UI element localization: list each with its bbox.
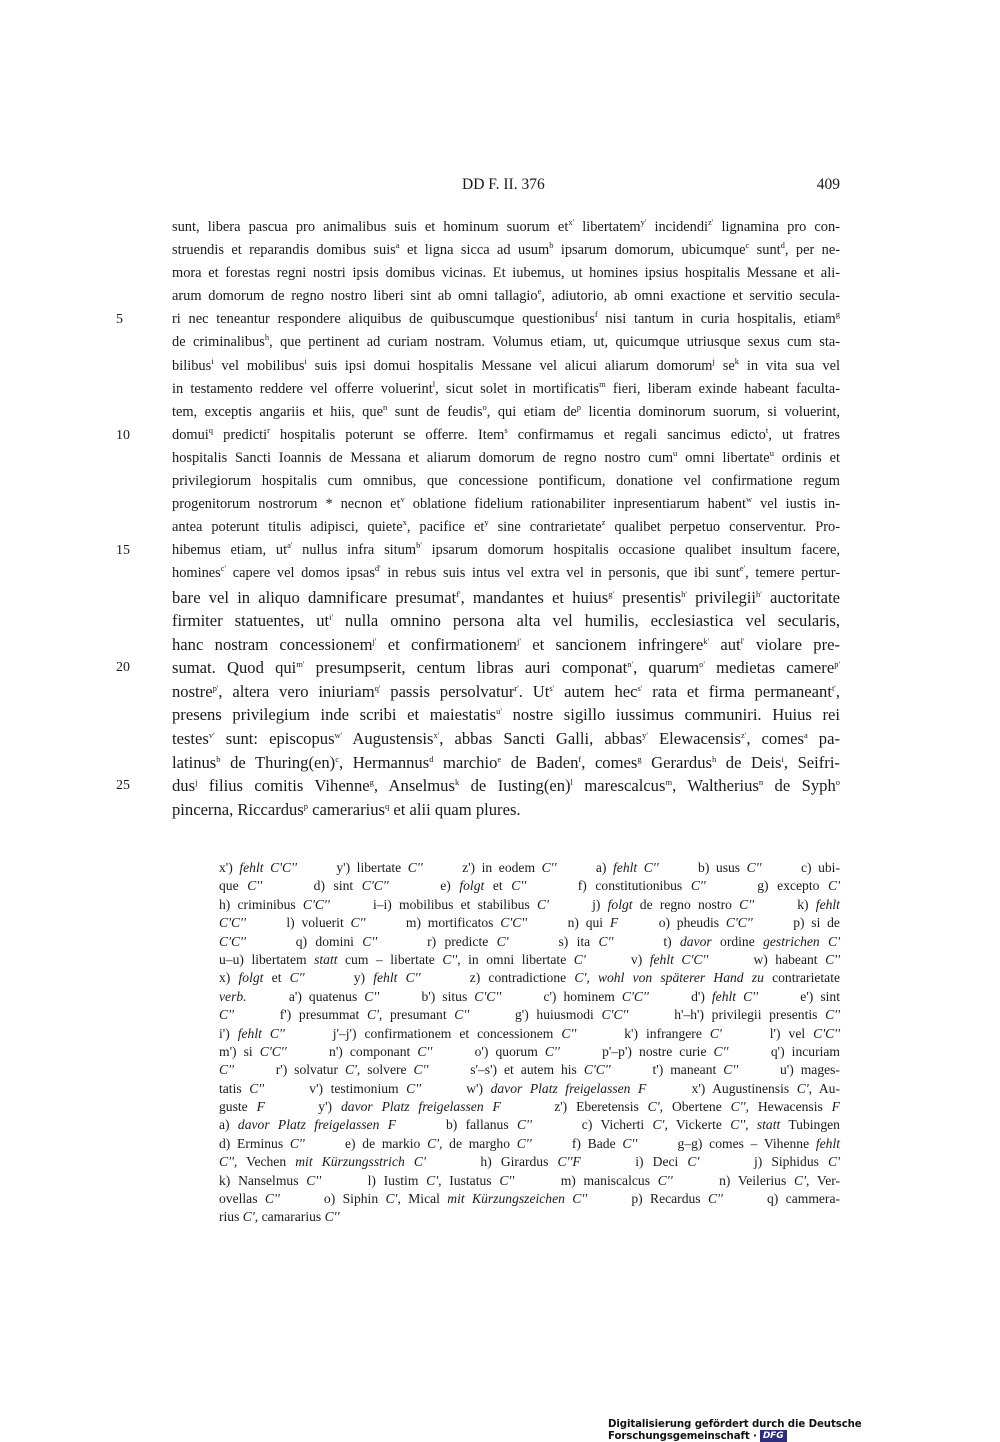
- text-line: [172, 680, 840, 704]
- line-text: hanc nostram concessionem$^{j'}$ et confirmationem$^{j'}$ et sancionem infringere$^{k'}$ aut$^{l'}$ violare pre-: [172, 634, 840, 654]
- note-line: guste F y') davor Platz freigelassen F z') Eberetensis C', Obertene C'', Hewacensis F: [219, 1099, 840, 1115]
- text-line: [172, 798, 840, 822]
- line-text: testes$^{v'}$ sunt: episcopus$^{w'}$ Augustensis$^{x'}$, abbas Sancti Galli, abbas$^{y'}$ Elewacensis$^{z'}$, comes$^a$ pa-: [172, 729, 840, 749]
- line-text: latinus$^b$ de Thuring(en)$^c$, Hermannus$^d$ marchio$^e$ de Baden$^f$, comes$^g$ Gerardus$^h$ de Deis$^i$, Seifri-: [172, 752, 840, 772]
- text-line: [172, 633, 840, 657]
- text-line: [172, 378, 840, 401]
- line-text: mora et forestas regni nostri ipsis domibus vicinas. Et iubemus, ut homines ipsius hospitalis Messane et ali-: [172, 265, 840, 282]
- text-line: [172, 401, 840, 424]
- note-line: C'C'' q) domini C'' r) predicte C' s) ita C'' t) davor ordine gestrichen C': [219, 933, 841, 949]
- line-number: 10: [116, 427, 130, 443]
- text-line: [172, 493, 840, 516]
- line-text: de criminalibus$^h$, que pertinent ad curiam nostram. Volumus etiam, ut, quicumque utriusque sexus cum sta-: [172, 332, 840, 351]
- line-text: privilegiorum hospitalis cum omnibus, que concessione pontificum, donatione vel confirmatione regum: [172, 473, 840, 490]
- line-text: pincerna, Riccardus$^p$ camerarius$^q$ et alii quam plures.: [172, 799, 521, 819]
- note-line: que C'' d) sint C'C'' e) folgt et C'' f) constitutionibus C'' g) excepto C': [219, 878, 840, 894]
- line-text: hibemus etiam, $ut^{a'}$ nullus infra situm$^{b'}$ ipsarum domorum hospitalis occasione qualibet insultum facere,: [172, 540, 840, 559]
- note-line: i') fehlt C'' j'–j') confirmationem et concessionem C'' k') infrangere C' l') vel C'C'': [219, 1025, 840, 1041]
- text-line: [116, 774, 840, 798]
- line-text: presens privilegium inde scribi et maiestatis$^{u'}$ nostre sigillo iussimus communiri. Huius rei: [172, 705, 840, 725]
- note-line: C'C'' l) voluerit C'' m) mortificatos C'C'' n) qui F o) pheudis C'C'' p) si de: [219, 915, 840, 931]
- note-line: C'' r') solvatur C', solvere C'' s'–s') et autem his C'C'' t') maneant C'' u') mages-: [219, 1062, 840, 1078]
- note-line: m') si C'C'' n') componant C'' o') quorum C'' p'–p') nostre curie C'' q') incuriam: [219, 1043, 840, 1059]
- note-line: k) Nanselmus C'' l) Iustim C', Iustatus C'' m) maniscalcus C'' n) Veilerius C', Ver-: [219, 1172, 841, 1188]
- charter-text: [116, 216, 841, 821]
- text-line: [116, 424, 840, 447]
- note-line: u–u) libertatem statt cum – libertate C'', in omni libertate C' v) fehlt C'C'' w) habeant C'': [219, 951, 840, 967]
- critical-apparatus: [219, 859, 840, 1227]
- text-line: [172, 447, 840, 470]
- line-text: tem, exceptis angariis et hiis, que$^n$ sunt de feudis$^o$, qui etiam $de^p$ licentia dominorum suorum, si voluerint,: [172, 401, 841, 420]
- line-text: struendis et reparandis domibus suis$^a$ et ligna sicca ad usum$^b$ ipsarum domorum, ubicumque$^c$ sunt$^d$, per ne-: [172, 240, 841, 259]
- note-line: C'', Vechen mit Kürzungsstrich C' h) Girardus C''F i) Deci C' j) Siphidus C': [219, 1154, 841, 1170]
- note-line: C'' f') presummat C', presumant C'' g') huiusmodi C'C'' h'–h') privilegii presentis C'': [219, 1007, 840, 1023]
- line-text: nostre$^{p'}$, altera vero iniuriam$^{q'}$ passis persolvatur$^{r'}$. $Ut^{s'}$ autem hec$^{s'}$ rata et firma permaneant$^{t'}$,: [172, 681, 840, 701]
- note-line: rius C', camararius C'': [219, 1209, 340, 1225]
- page-header: [172, 176, 840, 198]
- text-line: [172, 703, 840, 727]
- text-line: [116, 308, 840, 331]
- document-title: DD F. II. 376: [462, 176, 545, 193]
- note-line: verb. a') quatenus C'' b') situs C'C'' c') hominem C'C'' d') fehlt C'' e') sint: [219, 988, 840, 1004]
- note-line: d) Erminus C'' e) de markio C', de margho C'' f) Bade C'' g–g) comes – Vihenne fehlt: [219, 1135, 841, 1151]
- dfg-logo: DFG: [760, 1430, 787, 1442]
- line-text: antea poterunt titulis adipisci, quiete$^x$, pacifice $et^y$ sine contrarietate$^z$ qualibet perpetuo conserventur. Pro-: [172, 517, 841, 536]
- footer-text: Digitalisierung gefördert durch die Deutsche Forschungsgemeinschaft ·: [608, 1419, 862, 1442]
- note-line: x') fehlt C'C'' y') libertate C'' z') in eodem C'' a) fehlt C'' b) usus C'' c) ubi-: [219, 860, 840, 875]
- note-line: ovellas C'' o) Siphin C', Mical mit Kürzungszeichen C'' p) Recardus C'' q) cammera-: [219, 1191, 841, 1207]
- line-text: domui$^q$ predicti$^r$ hospitalis poterunt se offerre. Item$^s$ confirmamus et regali sancimus edicto$^t$, ut fratres: [172, 424, 840, 443]
- text-line: [172, 562, 840, 585]
- line-text: dus$^j$ filius comitis Vihenne$^g$, Anselmus$^k$ de Iusting(en)$^l$ marescalcus$^m$, Waltherius$^n$ de Syph$^o$: [172, 776, 840, 796]
- text-line: [172, 355, 840, 378]
- line-text: sumat. Quod qui$^{m'}$ presumpserit, centum libras auri componat$^{n'}$, quarum$^{o'}$ medietas camere$^{p'}$: [172, 658, 840, 678]
- line-text: bare vel in aliquo damnificare presumat$^{f'}$, mandantes et huius$^{g'}$ presentis$^{h'}$ privilegii$^{h'}$ auctoritate: [172, 587, 841, 607]
- line-number: 20: [116, 660, 130, 676]
- note-line: tatis C'' v') testimonium C'' w') davor Platz freigelassen F x') Augustinensis C', Au-: [219, 1080, 840, 1096]
- line-text: sunt, libera pascua pro animalibus suis et hominum suorum $et^{x'}$ libertatem$^{y'}$ incidendi$^{z'}$ lignamina pro con-: [172, 217, 840, 235]
- line-text: bilibus$^i$ vel mobilibus$^i$ suis ipsi domui hospitalis Messane vel alicui aliarum domorum$^j$ $se^k$ in vita sua vel: [172, 355, 840, 374]
- text-line: [172, 751, 840, 775]
- page-number: 409: [816, 176, 840, 193]
- text-line: [172, 216, 840, 239]
- text-line: [172, 262, 840, 285]
- text-line: [116, 656, 840, 680]
- text-line: [172, 331, 840, 354]
- line-number: 15: [116, 543, 130, 559]
- text-line: [172, 609, 840, 633]
- text-line: [172, 470, 840, 493]
- text-line: [172, 727, 840, 751]
- line-text: hospitalis Sancti Ioannis de Messana et aliarum domorum de regno nostro cum$^u$ omni libertate$^u$ ordinis et: [172, 447, 840, 466]
- note-line: x) folgt et C'' y) fehlt C'' z) contradictione C', wohl von späterer Hand zu contrarietate: [219, 970, 841, 986]
- text-line: [172, 516, 840, 539]
- line-text: ri nec teneantur respondere aliquibus de quibuscumque questionibus$^f$ nisi tantum in curia hospitalis, etiam$^g$: [172, 309, 840, 328]
- note-line: h) criminibus C'C'' i–i) mobilibus et stabilibus C' j) folgt de regno nostro C'' k) fehlt: [219, 896, 840, 912]
- line-text: progenitorum nostrorum * necnon $et^v$ oblatione fidelium rationabiliter inpresentiarum habent$^w$ vel iustis in-: [172, 494, 840, 513]
- text-line: [172, 285, 840, 308]
- line-number: 25: [116, 778, 130, 794]
- line-text: arum domorum de regno nostro liberi sint ab omni tallagio$^e$, adiutorio, ab omni exactione et servitio secula-: [172, 286, 841, 305]
- line-text: firmiter statuentes, $ut^{i'}$ nulla omnino persona alta vel humilis, ecclesiastica vel secularis,: [172, 611, 841, 631]
- text-line: [116, 539, 840, 562]
- funding-footer: [608, 1419, 1000, 1442]
- line-text: homines$^{c'}$ capere vel domos ipsas$^{d'}$ in rebus suis intus vel extra vel in personis, que ibi sunt$^{e'}$, temere pertur-: [172, 563, 840, 582]
- text-line: [172, 239, 840, 262]
- line-number: 5: [116, 312, 123, 328]
- note-line: a) davor Platz freigelassen F b) fallanus C'' c) Vicherti C', Vickerte C'', statt Tubingen: [219, 1117, 840, 1133]
- line-text: in testamento reddere vel offerre voluerint$^l$, sicut solet in mortificatis$^m$ fieri, liberam exinde habeant faculta-: [172, 378, 840, 397]
- text-line: [172, 586, 840, 610]
